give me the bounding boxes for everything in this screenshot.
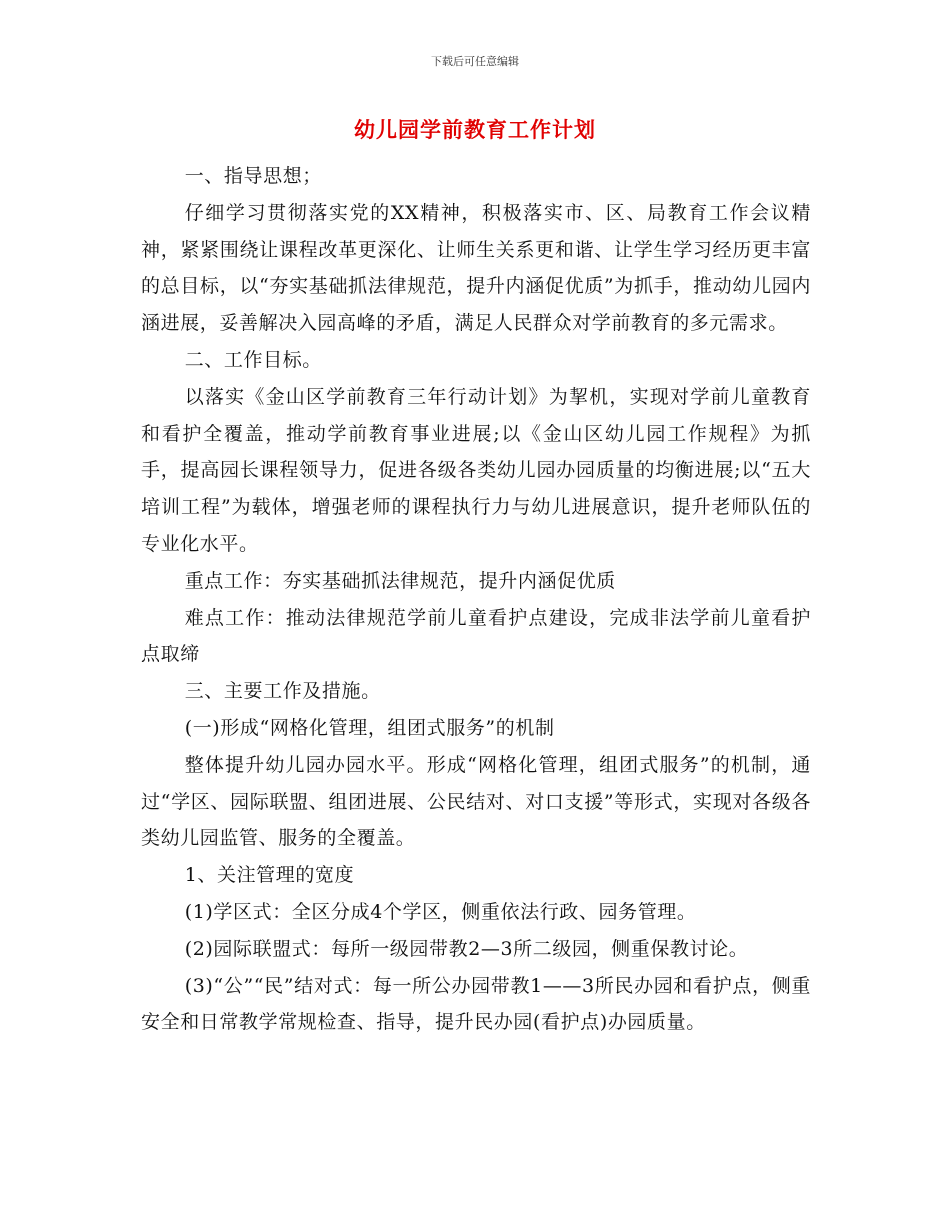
section-heading-work-goals: 二、工作目标。 bbox=[184, 348, 322, 371]
header-note: 下载后可任意编辑 bbox=[431, 55, 519, 68]
list-item-alliance: (2)园际联盟式：每所一级园带教2—3所二级园，侧重保教讨论。 bbox=[184, 937, 749, 960]
list-item-public-private: (3)“公”“民”结对式：每一所公办园带教1——3所民办园和看护点，侧重安全和日常教学常规检查、指导，提升民办园(看护点)办园质量。 bbox=[141, 974, 811, 1034]
subheading-management-breadth: 1、关注管理的宽度 bbox=[184, 864, 355, 887]
section-heading-main-measures: 三、主要工作及措施。 bbox=[184, 680, 381, 703]
document-body bbox=[141, 158, 811, 1041]
subheading-grid-mechanism: (一)形成“网格化管理，组团式服务”的机制 bbox=[184, 716, 555, 739]
section-heading-guiding-ideology: 一、指导思想； bbox=[184, 165, 322, 187]
paragraph-work-goals: 以落实《金山区学前教育三年行动计划》为挈机，实现对学前儿童教育和看护全覆盖，推动学前教育事业进展;以《金山区幼儿园工作规程》为抓手，提高园长课程领导力，促进各级各类幼儿园办园质量的均衡进展;以“五大培训工程”为载体，增强老师的课程执行力与幼儿进展意识，提升老师队伍的专业化水平。 bbox=[141, 385, 811, 555]
paragraph-key-work: 重点工作：夯实基础抓法律规范，提升内涵促优质 bbox=[184, 569, 616, 592]
paragraph-difficult-work: 难点工作：推动法律规范学前儿童看护点建设，完成非法学前儿童看护点取缔 bbox=[141, 606, 811, 666]
list-item-district: (1)学区式：全区分成4个学区，侧重依法行政、园务管理。 bbox=[184, 900, 697, 923]
paragraph-guiding-ideology: 仔细学习贯彻落实党的XX精神，积极落实市、区、局教育工作会议精神，紧紧围绕让课程改革更深化、让师生关系更和谐、让学生学习经历更丰富的总目标，以“夯实基础抓法律规范，提升内涵促优质”为抓手，推动幼儿园内涵进展，妥善解决入园高峰的矛盾，满足人民群众对学前教育的多元需求。 bbox=[141, 201, 811, 335]
paragraph-grid-mechanism: 整体提升幼儿园办园水平。形成“网格化管理，组团式服务”的机制，通过“学区、园际联盟、组团进展、公民结对、对口支援”等形式，实现对各级各类幼儿园监管、服务的全覆盖。 bbox=[141, 753, 811, 850]
document-title: 幼儿园学前教育工作计划 bbox=[354, 117, 596, 142]
